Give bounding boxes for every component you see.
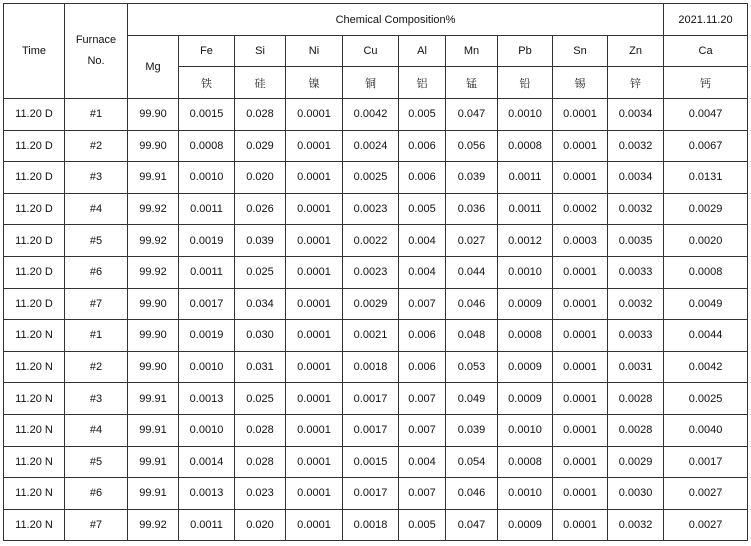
table-row — [4, 256, 748, 288]
cell-cu: 0.0018 — [343, 509, 399, 541]
cell-ca: 0.0040 — [664, 414, 748, 446]
cell-sn: 0.0001 — [553, 320, 608, 352]
cell-si: 0.020 — [235, 162, 286, 194]
cell-pb: 0.0010 — [498, 99, 553, 131]
cell-mn: 0.049 — [446, 383, 498, 415]
cell-ni: 0.0001 — [286, 478, 343, 510]
cell-mg: 99.92 — [128, 193, 179, 225]
cell-ni: 0.0001 — [286, 130, 343, 162]
cell-zn: 0.0035 — [608, 225, 664, 257]
cell-ca: 0.0049 — [664, 288, 748, 320]
cell-si: 0.025 — [235, 383, 286, 415]
table-row — [4, 509, 748, 541]
element-cn-cu: 铜 — [343, 67, 399, 99]
cell-ca: 0.0008 — [664, 256, 748, 288]
cell-si: 0.026 — [235, 193, 286, 225]
cell-fe: 0.0008 — [179, 130, 235, 162]
cell-furnace: #7 — [65, 288, 128, 320]
cell-furnace: #5 — [65, 446, 128, 478]
cell-sn: 0.0002 — [553, 193, 608, 225]
cell-al: 0.006 — [399, 351, 446, 383]
cell-furnace: #4 — [65, 193, 128, 225]
cell-ni: 0.0001 — [286, 193, 343, 225]
cell-al: 0.004 — [399, 256, 446, 288]
cell-sn: 0.0003 — [553, 225, 608, 257]
cell-al: 0.007 — [399, 478, 446, 510]
cell-si: 0.028 — [235, 446, 286, 478]
time-header: Time — [4, 4, 65, 99]
cell-cu: 0.0018 — [343, 351, 399, 383]
cell-mn: 0.053 — [446, 351, 498, 383]
cell-cu: 0.0023 — [343, 193, 399, 225]
table-row — [4, 320, 748, 352]
cell-fe: 0.0019 — [179, 320, 235, 352]
cell-sn: 0.0001 — [553, 478, 608, 510]
cell-ca: 0.0027 — [664, 478, 748, 510]
cell-al: 0.007 — [399, 383, 446, 415]
cell-pb: 0.0010 — [498, 256, 553, 288]
cell-fe: 0.0010 — [179, 162, 235, 194]
table-row — [4, 478, 748, 510]
element-symbol-fe: Fe — [179, 36, 235, 67]
furnace-header — [65, 4, 128, 99]
cell-furnace: #2 — [65, 351, 128, 383]
cell-cu: 0.0017 — [343, 414, 399, 446]
cell-ni: 0.0001 — [286, 414, 343, 446]
cell-zn: 0.0032 — [608, 509, 664, 541]
cell-mn: 0.036 — [446, 193, 498, 225]
cell-si: 0.039 — [235, 225, 286, 257]
table-row — [4, 162, 748, 194]
table-row — [4, 130, 748, 162]
cell-al: 0.006 — [399, 162, 446, 194]
element-cn-si: 硅 — [235, 67, 286, 99]
cell-fe: 0.0011 — [179, 509, 235, 541]
cell-mn: 0.027 — [446, 225, 498, 257]
cell-ca: 0.0044 — [664, 320, 748, 352]
cell-fe: 0.0014 — [179, 446, 235, 478]
cell-sn: 0.0001 — [553, 288, 608, 320]
cell-zn: 0.0033 — [608, 256, 664, 288]
cell-al: 0.005 — [399, 99, 446, 131]
element-symbol-cu: Cu — [343, 36, 399, 67]
cell-time: 11.20 N — [4, 383, 65, 415]
cell-cu: 0.0017 — [343, 383, 399, 415]
cell-pb: 0.0009 — [498, 288, 553, 320]
cell-si: 0.023 — [235, 478, 286, 510]
cell-mn: 0.044 — [446, 256, 498, 288]
cell-mn: 0.046 — [446, 288, 498, 320]
cell-time: 11.20 D — [4, 130, 65, 162]
element-symbol-sn: Sn — [553, 36, 608, 67]
cell-mn: 0.054 — [446, 446, 498, 478]
element-symbol-pb: Pb — [498, 36, 553, 67]
cell-si: 0.020 — [235, 509, 286, 541]
cell-zn: 0.0032 — [608, 130, 664, 162]
cell-al: 0.005 — [399, 193, 446, 225]
cell-si: 0.028 — [235, 99, 286, 131]
cell-time: 11.20 D — [4, 99, 65, 131]
cell-cu: 0.0021 — [343, 320, 399, 352]
cell-pb: 0.0011 — [498, 193, 553, 225]
element-cn-zn: 锌 — [608, 67, 664, 99]
cell-cu: 0.0024 — [343, 130, 399, 162]
cell-zn: 0.0032 — [608, 288, 664, 320]
element-cn-fe: 铁 — [179, 67, 235, 99]
cell-furnace: #7 — [65, 509, 128, 541]
cell-pb: 0.0009 — [498, 383, 553, 415]
cell-pb: 0.0009 — [498, 351, 553, 383]
cell-ca: 0.0027 — [664, 509, 748, 541]
cell-zn: 0.0028 — [608, 383, 664, 415]
table-row — [4, 446, 748, 478]
table-row — [4, 351, 748, 383]
cell-zn: 0.0028 — [608, 414, 664, 446]
cell-mn: 0.048 — [446, 320, 498, 352]
cell-mg: 99.92 — [128, 225, 179, 257]
cell-mn: 0.046 — [446, 478, 498, 510]
element-symbol-al: Al — [399, 36, 446, 67]
cell-zn: 0.0032 — [608, 193, 664, 225]
cell-time: 11.20 D — [4, 193, 65, 225]
cell-si: 0.028 — [235, 414, 286, 446]
cell-si: 0.034 — [235, 288, 286, 320]
mg-header: Mg — [128, 36, 179, 99]
cell-sn: 0.0001 — [553, 414, 608, 446]
cell-mn: 0.056 — [446, 130, 498, 162]
cell-pb: 0.0008 — [498, 446, 553, 478]
cell-time: 11.20 N — [4, 320, 65, 352]
cell-al: 0.007 — [399, 414, 446, 446]
cell-pb: 0.0008 — [498, 130, 553, 162]
cell-ni: 0.0001 — [286, 351, 343, 383]
cell-sn: 0.0001 — [553, 162, 608, 194]
data-body — [4, 99, 748, 541]
cell-furnace: #3 — [65, 162, 128, 194]
cell-ni: 0.0001 — [286, 162, 343, 194]
cell-pb: 0.0010 — [498, 478, 553, 510]
cell-mn: 0.047 — [446, 509, 498, 541]
cell-fe: 0.0015 — [179, 99, 235, 131]
cell-al: 0.004 — [399, 446, 446, 478]
cell-mg: 99.92 — [128, 256, 179, 288]
cell-time: 11.20 D — [4, 225, 65, 257]
cell-fe: 0.0013 — [179, 478, 235, 510]
cell-cu: 0.0017 — [343, 478, 399, 510]
cell-sn: 0.0001 — [553, 509, 608, 541]
cell-cu: 0.0022 — [343, 225, 399, 257]
cell-pb: 0.0008 — [498, 320, 553, 352]
cell-si: 0.031 — [235, 351, 286, 383]
cell-time: 11.20 N — [4, 478, 65, 510]
cell-ca: 0.0042 — [664, 351, 748, 383]
cell-fe: 0.0013 — [179, 383, 235, 415]
cell-sn: 0.0001 — [553, 130, 608, 162]
cell-sn: 0.0001 — [553, 99, 608, 131]
cell-ca: 0.0017 — [664, 446, 748, 478]
cell-furnace: #3 — [65, 383, 128, 415]
cell-si: 0.025 — [235, 256, 286, 288]
element-symbol-ni: Ni — [286, 36, 343, 67]
table-row — [4, 225, 748, 257]
cell-mg: 99.90 — [128, 351, 179, 383]
cell-mg: 99.91 — [128, 414, 179, 446]
cell-zn: 0.0034 — [608, 99, 664, 131]
cell-ni: 0.0001 — [286, 320, 343, 352]
element-symbol-mn: Mn — [446, 36, 498, 67]
cell-al: 0.005 — [399, 509, 446, 541]
cell-cu: 0.0025 — [343, 162, 399, 194]
cell-time: 11.20 N — [4, 446, 65, 478]
cell-zn: 0.0029 — [608, 446, 664, 478]
cell-fe: 0.0011 — [179, 256, 235, 288]
cell-pb: 0.0012 — [498, 225, 553, 257]
furnace-header-line1: Furnace — [75, 34, 117, 47]
cell-al: 0.004 — [399, 225, 446, 257]
cell-cu: 0.0029 — [343, 288, 399, 320]
cell-furnace: #1 — [65, 99, 128, 131]
cell-mg: 99.91 — [128, 162, 179, 194]
cell-fe: 0.0010 — [179, 414, 235, 446]
cell-zn: 0.0033 — [608, 320, 664, 352]
table-row — [4, 414, 748, 446]
element-cn-ni: 镍 — [286, 67, 343, 99]
cell-mg: 99.90 — [128, 320, 179, 352]
cell-ca: 0.0029 — [664, 193, 748, 225]
element-symbol-zn: Zn — [608, 36, 664, 67]
cell-mg: 99.90 — [128, 130, 179, 162]
cell-furnace: #6 — [65, 478, 128, 510]
cell-ca: 0.0067 — [664, 130, 748, 162]
cell-furnace: #6 — [65, 256, 128, 288]
cell-al: 0.006 — [399, 130, 446, 162]
element-cn-mn: 锰 — [446, 67, 498, 99]
cell-si: 0.030 — [235, 320, 286, 352]
cell-al: 0.007 — [399, 288, 446, 320]
table-row — [4, 193, 748, 225]
element-cn-sn: 锡 — [553, 67, 608, 99]
cell-si: 0.029 — [235, 130, 286, 162]
cell-furnace: #2 — [65, 130, 128, 162]
cell-ni: 0.0001 — [286, 99, 343, 131]
cell-fe: 0.0010 — [179, 351, 235, 383]
cell-sn: 0.0001 — [553, 351, 608, 383]
table-row — [4, 99, 748, 131]
cell-ni: 0.0001 — [286, 383, 343, 415]
cell-pb: 0.0011 — [498, 162, 553, 194]
cell-ni: 0.0001 — [286, 509, 343, 541]
cell-mg: 99.90 — [128, 288, 179, 320]
cell-mn: 0.047 — [446, 99, 498, 131]
cell-mg: 99.91 — [128, 478, 179, 510]
cell-al: 0.006 — [399, 320, 446, 352]
cell-cu: 0.0023 — [343, 256, 399, 288]
cell-pb: 0.0009 — [498, 509, 553, 541]
cell-zn: 0.0030 — [608, 478, 664, 510]
cell-furnace: #1 — [65, 320, 128, 352]
cell-ca: 0.0047 — [664, 99, 748, 131]
cell-ni: 0.0001 — [286, 288, 343, 320]
cell-mg: 99.91 — [128, 446, 179, 478]
cell-mg: 99.90 — [128, 99, 179, 131]
cell-fe: 0.0011 — [179, 193, 235, 225]
cell-ca: 0.0020 — [664, 225, 748, 257]
cell-pb: 0.0010 — [498, 414, 553, 446]
element-symbol-si: Si — [235, 36, 286, 67]
cell-ni: 0.0001 — [286, 225, 343, 257]
chemical-composition-title: Chemical Composition% — [128, 4, 664, 36]
report-date: 2021.11.20 — [664, 4, 748, 36]
cell-ca: 0.0131 — [664, 162, 748, 194]
cell-time: 11.20 N — [4, 414, 65, 446]
table-row — [4, 288, 748, 320]
cell-sn: 0.0001 — [553, 256, 608, 288]
cell-furnace: #4 — [65, 414, 128, 446]
cell-time: 11.20 D — [4, 162, 65, 194]
table-row — [4, 383, 748, 415]
cell-mg: 99.92 — [128, 509, 179, 541]
cell-sn: 0.0001 — [553, 446, 608, 478]
cell-sn: 0.0001 — [553, 383, 608, 415]
cell-cu: 0.0042 — [343, 99, 399, 131]
cell-ni: 0.0001 — [286, 256, 343, 288]
furnace-header-line2: No. — [87, 55, 105, 67]
cell-ca: 0.0025 — [664, 383, 748, 415]
cell-time: 11.20 N — [4, 509, 65, 541]
element-cn-ca: 钙 — [664, 67, 748, 99]
element-cn-pb: 铅 — [498, 67, 553, 99]
cell-mn: 0.039 — [446, 414, 498, 446]
cell-furnace: #5 — [65, 225, 128, 257]
cell-mg: 99.91 — [128, 383, 179, 415]
cell-time: 11.20 D — [4, 288, 65, 320]
cell-fe: 0.0019 — [179, 225, 235, 257]
cell-zn: 0.0034 — [608, 162, 664, 194]
cell-time: 11.20 N — [4, 351, 65, 383]
cell-cu: 0.0015 — [343, 446, 399, 478]
chemical-composition-table — [3, 3, 748, 541]
cell-fe: 0.0017 — [179, 288, 235, 320]
cell-ni: 0.0001 — [286, 446, 343, 478]
cell-zn: 0.0031 — [608, 351, 664, 383]
cell-mn: 0.039 — [446, 162, 498, 194]
element-cn-al: 铝 — [399, 67, 446, 99]
cell-time: 11.20 D — [4, 256, 65, 288]
element-symbol-ca: Ca — [664, 36, 748, 67]
